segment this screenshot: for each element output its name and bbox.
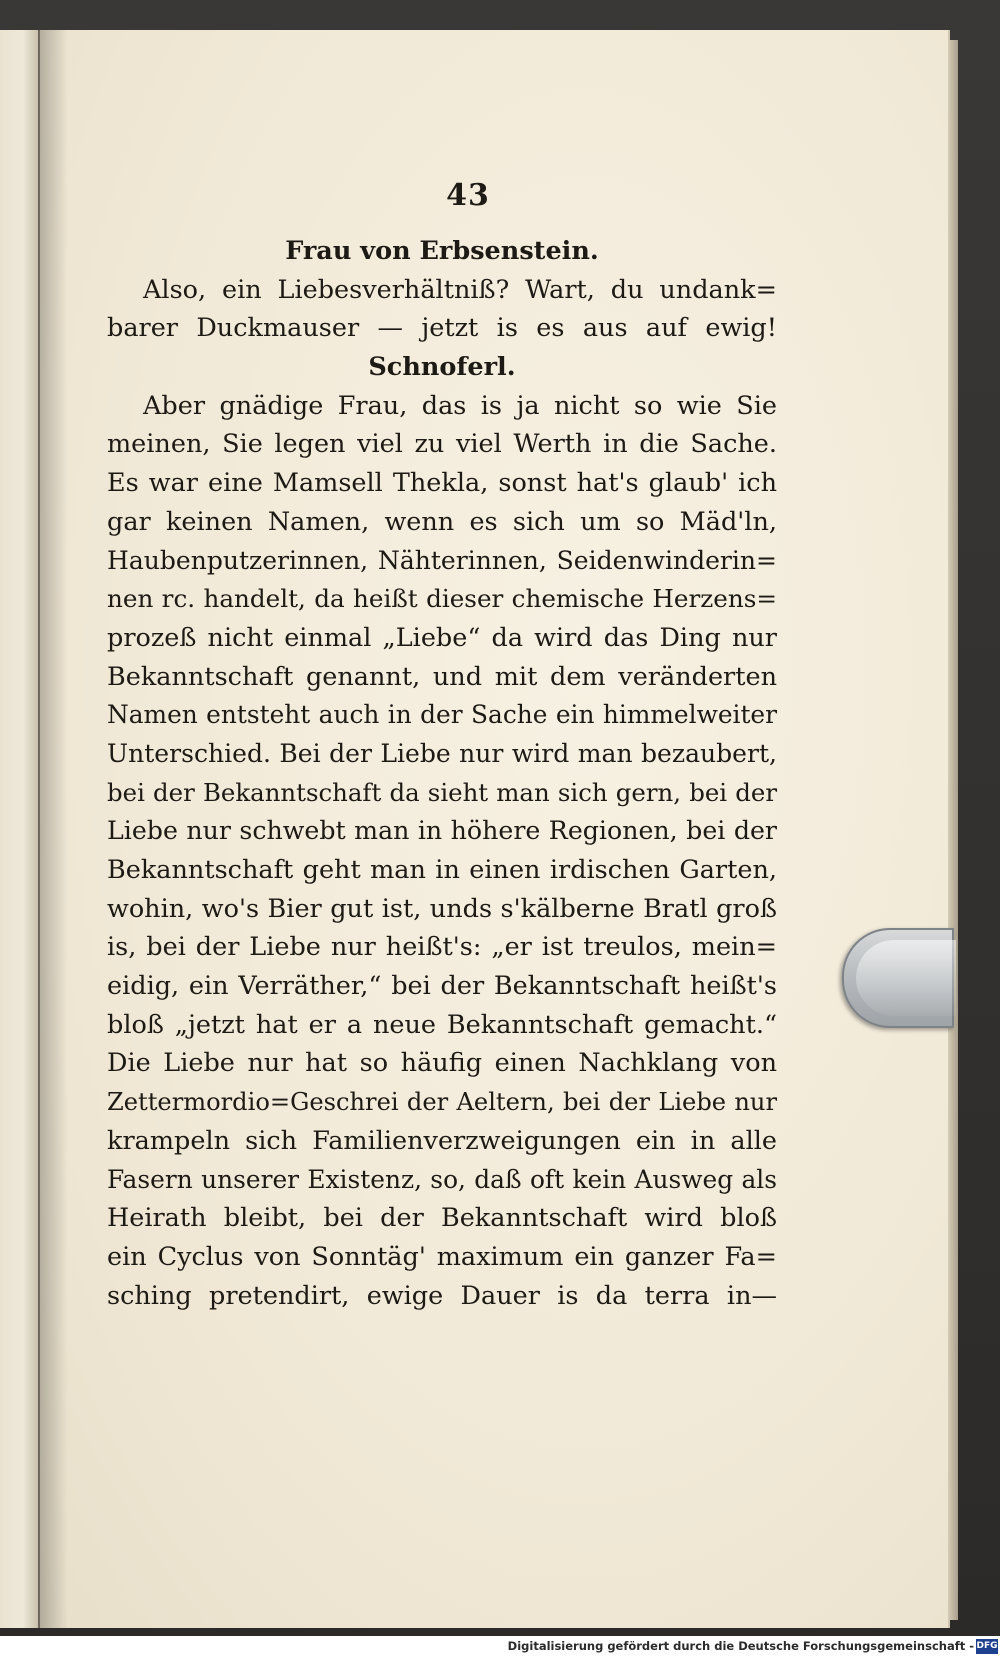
text-line: Liebe nur schwebt man in höhere Regionen, bei der	[107, 816, 777, 846]
text-line: Heirath bleibt, bei der Bekanntschaft wird bloß	[107, 1203, 777, 1234]
text-line: Unterschied. Bei der Liebe nur wird man bezaubert,	[107, 738, 777, 768]
text-line: Es war eine Mamsell Thekla, sonst hat's glaub' ich	[107, 468, 777, 499]
text-line: is, bei der Liebe nur heißt's: „er ist treulos, mein=	[107, 932, 777, 963]
text-line: gar keinen Namen, wenn es sich um so Mäd'ln,	[107, 506, 777, 537]
text-line: nen rc. handelt, da heißt dieser chemische Herzens=	[107, 584, 777, 614]
speaker-heading: Frau von Erbsenstein.	[285, 236, 599, 266]
text-line: bloß „jetzt hat er a neue Bekanntschaft gemacht.“	[107, 1009, 777, 1040]
gutter-shadow	[38, 30, 68, 1628]
text-line: meinen, Sie legen viel zu viel Werth in die Sache.	[107, 429, 777, 460]
text-line: eidig, ein Verräther,“ bei der Bekanntschaft heißt's	[107, 971, 777, 1002]
page-number: 43	[446, 178, 490, 213]
text-line: wohin, wo's Bier gut ist, unds s'kälberne Bratl groß	[107, 893, 777, 924]
page-text-block	[107, 232, 777, 1315]
text-line: bei der Bekanntschaft da sieht man sich gern, bei der	[107, 777, 777, 807]
dfg-logo: DFG	[976, 1639, 998, 1654]
digitization-footer	[0, 1636, 1000, 1658]
text-line: Zettermordio=Geschrei der Aeltern, bei der Liebe nur	[107, 1088, 777, 1117]
text-line: Fasern unserer Existenz, so, daß oft kein Ausweg als	[107, 1164, 777, 1194]
text-line: Haubenputzerinnen, Nähterinnen, Seidenwinderin=	[107, 545, 777, 575]
text-line: Aber gnädige Frau, das is ja nicht so wie Sie	[143, 390, 777, 421]
text-line: Die Liebe nur hat so häufig einen Nachklang von	[107, 1048, 777, 1079]
text-line: Also, ein Liebesverhältniß? Wart, du undank=	[143, 274, 777, 305]
text-line: Bekanntschaft geht man in einen irdischen Garten,	[107, 855, 777, 885]
text-line: ein Cyclus von Sonntäg' maximum ein ganzer Fa=	[107, 1241, 777, 1272]
metal-page-clip-highlight	[856, 940, 956, 1016]
speaker-heading: Schnoferl.	[368, 352, 516, 383]
text-line: Namen entsteht auch in der Sache ein himmelweiter	[107, 700, 777, 730]
digitization-credit: Digitalisierung gefördert durch die Deutsche Forschungsgemeinschaft -	[507, 1639, 974, 1653]
right-page-edge	[948, 40, 958, 1620]
text-line: prozeß nicht einmal „Liebe“ da wird das Ding nur	[107, 622, 777, 653]
text-line: Bekanntschaft genannt, und mit dem veränderten	[107, 661, 777, 692]
text-line: sching pretendirt, ewige Dauer is da terra in—	[107, 1280, 777, 1311]
text-line: krampeln sich Familienverzweigungen ein in alle	[107, 1125, 777, 1156]
text-line: barer Duckmauser — jetzt is es aus auf ewig!	[107, 313, 777, 344]
left-page-edge	[0, 30, 40, 1628]
